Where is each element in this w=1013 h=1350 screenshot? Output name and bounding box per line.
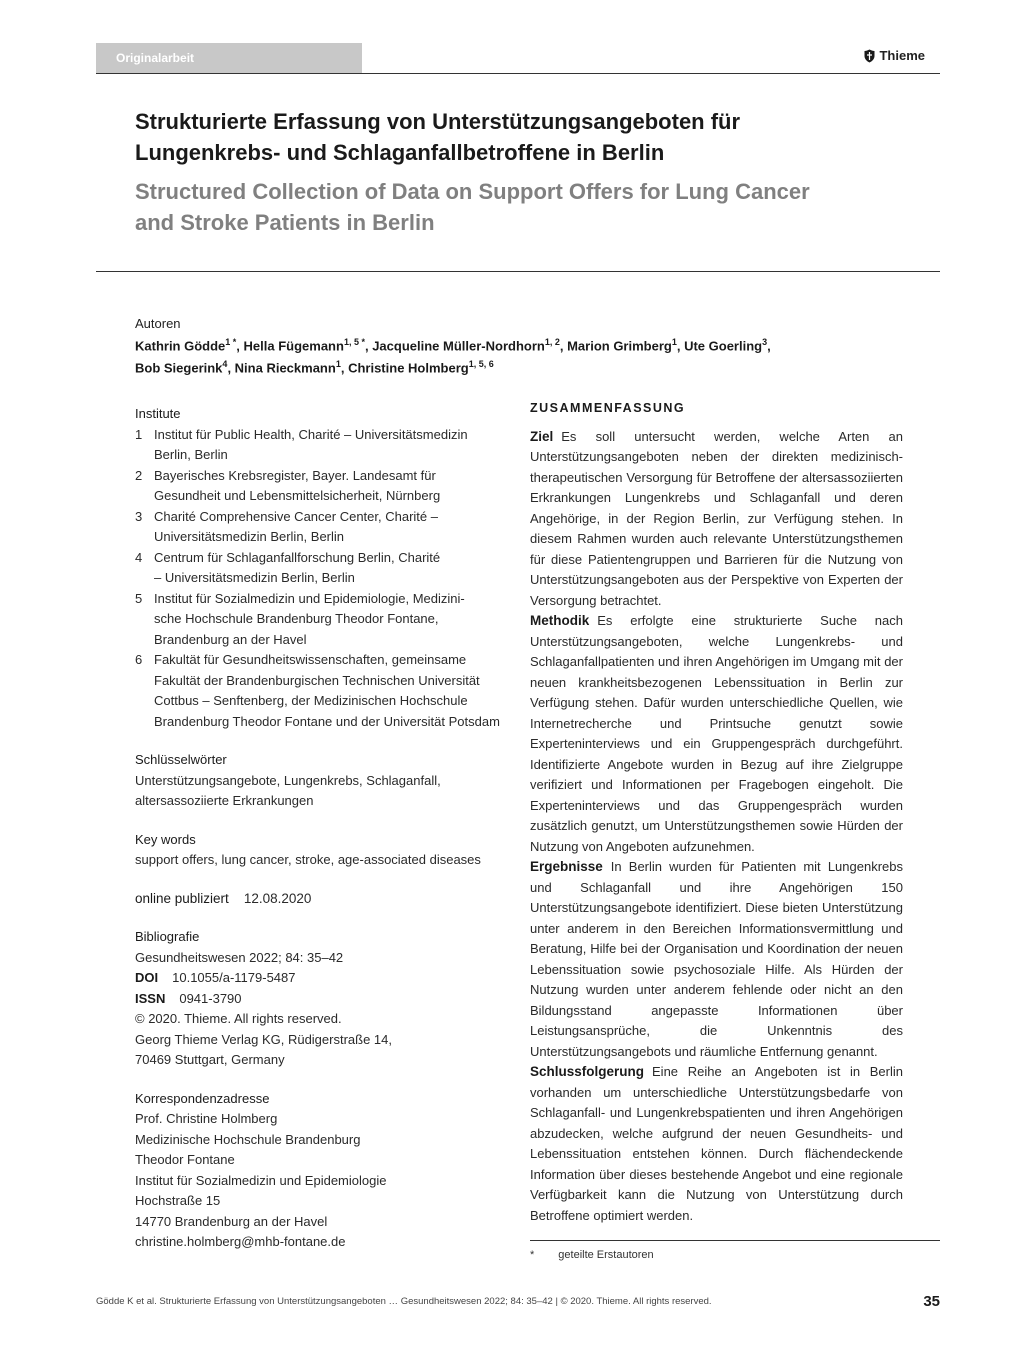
abstract-section-ergebnisse [530, 857, 903, 1062]
correspondence-label: Korrespondenzadresse [135, 1090, 270, 1106]
doi-label: DOI [135, 970, 159, 985]
abstract-section-text: Eine Reihe an Angeboten ist in Berlin vorhanden um unterschiedliche Unterstützungsbedarfe von Schlaganfall- und Lungenkrebspatienten und ihren Angehörigen abzudecken, welche aufgrund der neuen Gesundheits- und Lebenssituation entstehen können. Durch flächendeckende Information über dieses bestehende Angebot und eine regionale Verfügbarkeit kann die Nutzung von Unterstützung durch Betroffene optimiert werden. [530, 1064, 903, 1223]
issn-value: 0941-3790 [179, 990, 242, 1006]
publisher-name: Thieme [879, 48, 925, 63]
correspondence-line: Prof. Christine Holmberg [135, 1111, 278, 1126]
institute-text: Centrum für Schlaganfallforschung Berlin, Charité – Universitätsmedizin Berlin, Berlin [154, 549, 441, 585]
abstract-section-methodik [530, 611, 903, 857]
institute-number: 5 [135, 590, 143, 606]
correspondence-email[interactable]: christine.holmberg@mhb-fontane.de [135, 1234, 346, 1249]
author-name: Bob Siegerink [135, 360, 223, 376]
institute-item [135, 589, 510, 651]
title-rule [96, 271, 940, 272]
author-name: Marion Grimberg [567, 338, 672, 354]
institute-text: Institut für Sozialmedizin und Epidemiologie, Medizini- sche Hochschule Brandenburg Theodor Fontane, Brandenburg an der Havel [154, 590, 465, 647]
author-name: Kathrin Gödde [135, 338, 226, 354]
abstract-section-label: Schlussfolgerung [530, 1064, 645, 1079]
abstract-heading: ZUSAMMENFASSUNG [530, 401, 686, 415]
institutes-list [135, 425, 510, 733]
header-rule [96, 73, 940, 74]
authors-block [135, 314, 915, 378]
institute-number: 4 [135, 549, 143, 565]
publisher-logo [864, 48, 925, 63]
online-published-date: 12.08.2020 [243, 890, 312, 906]
page-number: 35 [923, 1293, 940, 1310]
abstract-section-text: Es erfolgte eine strukturierte Suche nach Unterstützungsangeboten, welche Lungenkrebs- und Schlaganfallpatienten und ihren Angehörigen im Umgang mit der neuen krankheitsbezogenen Lebenssituation in Berlin zur Verfügung stehen. Dafür wurden unterschiedliche Quellen, wie Internetrecherche und Printsuche genutzt sowie Experteninterviews und ein Gruppengespräch durchgeführt. Identifizierte Angebote wurden in Bezug auf ihre Zielgruppe verifiziert und Informationen per Fragebogen eingeholt. Die Experteninterviews und das Gruppengespräch wurden zusätzlich genutzt, um Unterstützungsthemen sowie Hürden der Nutzung von Angeboten aufzunehmen. [530, 613, 903, 854]
abstract-section-schlussfolgerung [530, 1062, 903, 1226]
keywords-en-text: support offers, lung cancer, stroke, age-associated diseases [135, 852, 481, 867]
english-title: Structured Collection of Data on Support Offers for Lung Cancer and Stroke Patients in Berlin [135, 179, 810, 235]
metadata-column [135, 404, 510, 1253]
author-affiliation: 1 [671, 337, 677, 347]
institute-text: Institut für Public Health, Charité – Universitätsmedizin Berlin, Berlin [154, 426, 468, 462]
copyright-text: © 2020. Thieme. All rights reserved. [135, 1011, 342, 1026]
abstract-section-ziel [530, 427, 903, 612]
institute-text: Fakultät für Gesundheitswissenschaften, gemeinsame Fakultät der Brandenburgischen Technischen Universität Cottbus – Senftenberg, der Medizinischen Hochschule Brandenburg Theodor Fontane und der Universität Potsdam [154, 652, 500, 729]
institute-text: Bayerisches Krebsregister, Bayer. Landesamt für Gesundheit und Lebensmittelsicherheit, Nürnberg [154, 467, 441, 503]
author-affiliation: 1, 5 * [343, 337, 365, 347]
institute-number: 3 [135, 508, 143, 524]
institute-item [135, 466, 510, 507]
doi-line [135, 968, 510, 989]
institute-item [135, 507, 510, 548]
footnote-text: geteilte Erstautoren [558, 1249, 654, 1261]
author-name: Nina Rieckmann [234, 360, 336, 376]
thieme-crest-icon [864, 49, 875, 63]
institute-item [135, 425, 510, 466]
author-name: Hella Fügemann [243, 338, 344, 354]
abstract-section-text: Es soll untersucht werden, welche Arten an Unterstützungsangeboten neben der direkten medizinisch-therapeutischen Versorgung für Betroffene der altersassoziierten Erkrankungen Lungenkrebs und Schlaganfall und deren Angehörige, in der Region Berlin, zur Verfügung stehen. In diesem Rahmen wurden auch relevante Unterstützungsthemen für diese Patientengruppen und Barrieren für die Nutzung von Unterstützungsangeboten aus der Perspektive von Experten der Versorgung betrachtet. [530, 428, 903, 608]
bibliography-label: Bibliografie [135, 929, 200, 944]
institute-item [135, 650, 510, 732]
correspondence-line: 14770 Brandenburg an der Havel [135, 1213, 328, 1229]
correspondence-line: Hochstraße 15 [135, 1193, 221, 1208]
correspondence-line: Medizinische Hochschule Brandenburg [135, 1131, 361, 1147]
german-title: Strukturierte Erfassung von Unterstützungsangeboten für Lungenkrebs- und Schlaganfallbetroffene in Berlin [135, 109, 741, 165]
online-published-label: online publiziert [135, 890, 229, 906]
keywords-en-label: Key words [135, 831, 196, 847]
author-affiliation: 1 * [225, 337, 237, 347]
institute-number: 2 [135, 467, 143, 483]
authors-label: Autoren [135, 316, 181, 331]
issn-line [135, 989, 510, 1010]
online-published [135, 889, 510, 910]
keywords-de-label: Schlüsselwörter [135, 752, 227, 767]
abstract-section-label: Methodik [530, 613, 590, 628]
institute-number: 6 [135, 652, 143, 667]
abstract-section-text: In Berlin wurden für Patienten mit Lungenkrebs und Schlaganfall und ihre Angehörigen 150 Unterstützungsangebote identifiziert. Diese bieten Unterstützung unter anderem in den Bereichen Informationsvermittlung und Beratung, Hilfe bei der Organisation und Koordination der neuen Lebenssituation sowie psychosoziale Hilfe. Als Hürden der Nutzung wurden unter anderem fehlende oder nicht an den Bildungsstand angepasste Informationen über Leistungsansprüche, die Unkenntnis des Unterstützungsangebots und räumliche Entfernung genannt. [530, 859, 903, 1059]
footer-citation: Gödde K et al. Strukturierte Erfassung von Unterstützungsangeboten … Gesundheitswesen 2022; 84: 35–42 | © 2020. Thieme. All rights reserved. [96, 1296, 712, 1307]
author-affiliation: 1 [335, 359, 341, 370]
author-affiliation: 3 [762, 337, 768, 347]
abstract-section-label: Ziel [530, 428, 554, 444]
correspondence-line: Institut für Sozialmedizin und Epidemiologie [135, 1172, 387, 1188]
abstract-section-label: Ergebnisse [530, 859, 603, 874]
author-name: Ute Goerling [684, 338, 763, 354]
citation-text: Gesundheitswesen 2022; 84: 35–42 [135, 949, 344, 965]
footnote-marker: * [530, 1249, 535, 1261]
footnote-rule [530, 1240, 940, 1241]
keywords-de-text: Unterstützungsangebote, Lungenkrebs, Schlaganfall, altersassoziierte Erkrankungen [135, 772, 441, 808]
publisher-address: Georg Thieme Verlag KG, Rüdigerstraße 14, 70469 Stuttgart, Germany [135, 1031, 392, 1067]
author-affiliation: 4 [222, 359, 228, 370]
authors-list: Kathrin Gödde$^{1 *}$, Hella Fügemann$^{1, 5 *}$, Jacqueline Müller-Nordhorn$^{1, 2}$, Marion Grimberg$^1$, Ute Goerling$^3$, Bob Siegerink$^4$, Nina Rieckmann$^1$, Christine Holmberg$^{1, 5, 6}$ [135, 337, 771, 376]
institute-number: 1 [135, 426, 143, 442]
issn-label: ISSN [135, 990, 166, 1006]
author-affiliation: 1, 2 [544, 337, 560, 347]
author-affiliation: 1, 5, 6 [468, 359, 494, 370]
correspondence-line: Theodor Fontane [135, 1152, 235, 1167]
author-name: Jacqueline Müller-Nordhorn [372, 338, 545, 354]
doi-value[interactable]: 10.1055/a-1179-5487 [172, 970, 296, 985]
abstract-column [530, 398, 903, 1226]
section-label: Originalarbeit [96, 43, 362, 74]
author-name: Christine Holmberg [348, 360, 469, 376]
institute-text: Charité Comprehensive Cancer Center, Charité – Universitätsmedizin Berlin, Berlin [154, 508, 438, 544]
institutes-label: Institute [135, 406, 181, 421]
footnote [530, 1249, 654, 1261]
institute-item [135, 548, 510, 589]
